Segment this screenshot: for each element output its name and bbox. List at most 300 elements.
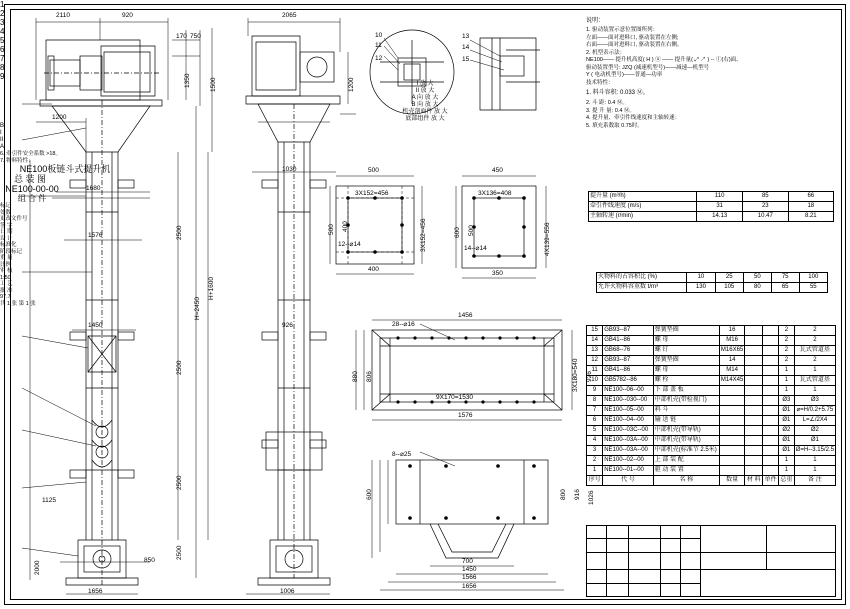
- bom-r2-c5: [763, 346, 779, 356]
- bom-r5-c5: [763, 376, 779, 386]
- title-block-row-4: [586, 538, 700, 539]
- bom-r7-c0: 8: [587, 396, 603, 406]
- bom-r13-c6: 1: [778, 456, 794, 466]
- dim-H2450: H=2450: [194, 297, 201, 320]
- bom-h3: 数量: [719, 476, 744, 486]
- bom-h1: 代 号: [603, 476, 654, 486]
- shell-dim-880: 880: [352, 371, 359, 382]
- shell-dim-28x16: 28--⌀16: [392, 321, 415, 328]
- bom-r1-c5: [763, 336, 779, 346]
- title-block-divider: [700, 525, 701, 597]
- bom-r6-c1: NE100--06--00: [603, 386, 654, 396]
- tb-standard: 标准化: [0, 242, 17, 248]
- note-line-6: 驱动装置型号: JZQ (减速机型号)——减速—机型号: [586, 64, 710, 71]
- table-row: [587, 336, 836, 346]
- dim-1576: 1576: [88, 232, 103, 239]
- speed-row-2-c2: 10.47: [742, 212, 788, 222]
- note-line-12: 4. 提升量、牵引件线速度和主轴转速：: [586, 115, 681, 121]
- bom-r13-c2: 上 部 装 配: [653, 456, 719, 466]
- notes-block: [586, 18, 836, 129]
- bom-header-row: [587, 476, 836, 486]
- drawing-title-sub: 总 装 图: [13, 174, 46, 184]
- bom-r1-c7: 2: [794, 336, 835, 346]
- shell-dim-9x170: 9X170=1530: [436, 394, 474, 401]
- bom-r9-c1: NE100--04--00: [603, 416, 654, 426]
- tb-weight: 重 量: [0, 255, 13, 261]
- title-block-v5: [660, 525, 661, 597]
- table-row: [587, 406, 836, 416]
- note-line-2: 左面——面对进料口, 驱动装置在左侧;: [586, 34, 679, 41]
- bom-r3-c1: GB93--87: [603, 356, 654, 366]
- shell-dim-1576: 1576: [458, 412, 473, 419]
- bom-r8-c4: [745, 406, 763, 416]
- bom-r6-c3: [719, 386, 744, 396]
- bom-r8-c1: NE100--05--00: [603, 406, 654, 416]
- bom-h4: 材 料: [745, 476, 763, 486]
- bom-r11-c3: [719, 436, 744, 446]
- detail-II-num-14: 14: [462, 44, 470, 51]
- bom-r2-c2: 螺 钉: [653, 346, 719, 356]
- note-line-13: 5. 填充系数取 0.75时。: [586, 122, 643, 129]
- bom-r4-c5: [763, 366, 779, 376]
- title-block-v6: [680, 525, 681, 597]
- dim-1656-a: 1656: [88, 588, 103, 595]
- view-label-shell: 机壳剖面件 放 大: [402, 109, 448, 115]
- bom-r9-c3: [719, 416, 744, 426]
- bom-r11-c7: Ø1: [794, 436, 835, 446]
- bom-r14-c6: 1: [778, 466, 794, 476]
- drawing-code: NE100-00-00: [5, 184, 59, 194]
- speed-row-1-c1: 31: [697, 202, 743, 212]
- bom-r14-c7: 1: [794, 466, 835, 476]
- bottom-dim-800: 800: [560, 489, 567, 500]
- shell-dim-1456: 1456: [458, 312, 473, 319]
- view-label-B: B 向 放 大: [411, 102, 439, 108]
- speed-row-0-c0: 提升量 (m³/h): [589, 192, 697, 202]
- detail-II-num-15: 15: [462, 56, 470, 63]
- bom-r8-c0: 7: [587, 406, 603, 416]
- bom-r12-c4: [745, 446, 763, 456]
- viewA-dim-400: 400: [342, 221, 349, 232]
- bom-r12-c3: [719, 446, 744, 456]
- shell-dim-806: 806: [366, 371, 373, 382]
- mat-row-1-c1: 130: [687, 283, 715, 293]
- tb-changefile: 更改文件号: [0, 216, 28, 222]
- bom-r10-c2: 中部机壳(带导轨): [653, 426, 719, 436]
- bom-r0-c0: 15: [587, 326, 603, 336]
- bom-r7-c5: [763, 396, 779, 406]
- bottom-dim-916: 916: [574, 489, 581, 500]
- table-row: [587, 426, 836, 436]
- viewB-dim-3x136: 3X136=408: [478, 190, 512, 197]
- notes-heading: 说明：: [586, 18, 605, 24]
- bom-r2-c3: M16X65: [719, 346, 744, 356]
- bom-r10-c0: 5: [587, 426, 603, 436]
- bom-r5-c0: 10: [587, 376, 603, 386]
- bom-r8-c7: ⌀=H/0.2+5.75: [794, 406, 835, 416]
- bottom-dim-8x25: 8--⌀25: [392, 451, 412, 458]
- bom-r13-c4: [745, 456, 763, 466]
- tb-sign: 签 字: [0, 222, 13, 229]
- bom-h2: 名 称: [653, 476, 719, 486]
- bom-r9-c2: 输 送 链: [653, 416, 719, 426]
- bom-r14-c2: 驱 动 装 置: [653, 466, 719, 476]
- bom-r2-c4: [745, 346, 763, 356]
- bom-r6-c5: [763, 386, 779, 396]
- tb-date: 日 期: [0, 229, 13, 235]
- table-row: [587, 386, 836, 396]
- balloon-9: 9: [0, 72, 5, 81]
- table-row: [589, 202, 834, 212]
- dim-920: 920: [122, 12, 133, 19]
- dim-2065: 2065: [282, 12, 297, 19]
- dim-1200-b: 1200: [348, 77, 355, 92]
- table-row: [587, 356, 836, 366]
- bom-r12-c5: [763, 446, 779, 456]
- bom-h7: 备 注: [794, 476, 835, 486]
- bom-r5-c3: M14X45: [719, 376, 744, 386]
- speed-row-2-c1: 14.13: [697, 212, 743, 222]
- balloon-7: 7: [0, 54, 5, 63]
- table-row: [587, 346, 836, 356]
- viewB-dim-600: 600: [454, 227, 461, 238]
- speed-row-1-c2: 23: [742, 202, 788, 212]
- bom-r12-c1: NE100--03A--00: [603, 446, 654, 456]
- dim-750: 750: [190, 33, 201, 40]
- bottom-dim-1026: 1026: [588, 490, 595, 505]
- mat-row-1-c3: 80: [743, 283, 771, 293]
- bom-r8-c3: [719, 406, 744, 416]
- shell-dim-3x180: 3X180=540: [572, 358, 579, 392]
- bom-r3-c5: [763, 356, 779, 366]
- bom-r11-c0: 4: [587, 436, 603, 446]
- dim-926-a: 926: [282, 322, 293, 329]
- title-block: [586, 525, 836, 597]
- bom-r4-c1: GB41--86: [603, 366, 654, 376]
- mat-row-1-c4: 65: [771, 283, 799, 293]
- balloon-2: 2: [0, 9, 5, 18]
- bom-r8-c2: 料 斗: [653, 406, 719, 416]
- bom-r8-c5: [763, 406, 779, 416]
- dim-1006: 1006: [280, 588, 295, 595]
- bom-r7-c4: [745, 396, 763, 406]
- title-block-divider-2: [766, 525, 767, 569]
- bom-r4-c4: [745, 366, 763, 376]
- dim-1350: 1350: [184, 73, 191, 88]
- speed-row-2-c0: 主轴转速 (r/min): [589, 212, 697, 222]
- bom-r12-c0: 3: [587, 446, 603, 456]
- bom-r9-c7: L=∠/2X4: [794, 416, 835, 426]
- view-label-I: I 放 大: [416, 81, 434, 87]
- bom-r4-c0: 11: [587, 366, 603, 376]
- note-line-7: Y ( 电动机型号)——普通—功率: [586, 72, 663, 78]
- bottom-dim-1566: 1566: [462, 574, 477, 581]
- bom-r7-c2: 中部机壳(带检视门): [653, 396, 719, 406]
- bom-r1-c1: GB41--86: [603, 336, 654, 346]
- notes-heading-tech: 1. 料斗容积: 0.033 Ⓜ。: [586, 90, 649, 96]
- bom-r12-c2: 中部机壳(标准节 2.5米): [653, 446, 719, 456]
- bom-r9-c0: 6: [587, 416, 603, 426]
- bom-r13-c5: [763, 456, 779, 466]
- tb-check: 审 核: [0, 268, 13, 274]
- bom-r14-c1: NE100--01--00: [603, 466, 654, 476]
- bom-r2-c0: 13: [587, 346, 603, 356]
- bom-r4-c7: 1: [794, 366, 835, 376]
- dim-2110: 2110: [56, 12, 70, 19]
- bom-r9-c4: [745, 416, 763, 426]
- tb-process: 工 艺: [0, 281, 13, 287]
- note-line-15: 7. 物料特性：: [0, 157, 34, 164]
- bom-r0-c3: 16: [719, 326, 744, 336]
- drawing-title-main: NE100板链斗式提升机: [19, 164, 111, 174]
- view-label-bottom: 底部组件 放 大: [405, 116, 445, 122]
- viewB-dim-450: 450: [492, 167, 503, 174]
- drawing-code-sub: 组 合 件: [17, 194, 47, 203]
- viewB-dim-holes: 14--⌀14: [464, 245, 487, 252]
- note-line-10: 2. 斗 距: 0.4 Ⓜ。: [586, 100, 628, 106]
- bom-r12-c6: Ø1: [778, 446, 794, 456]
- bom-r1-c6: 2: [778, 336, 794, 346]
- bom-r14-c4: [745, 466, 763, 476]
- bom-r8-c6: Ø1: [778, 406, 794, 416]
- title-block-row-1: [586, 552, 836, 553]
- title-block-v4: [628, 525, 629, 597]
- dim-H1600: H+1600: [208, 277, 215, 300]
- balloon-3: 3: [0, 18, 5, 27]
- bom-r2-c1: GB68--76: [603, 346, 654, 356]
- tb-approve: 批 准: [0, 287, 13, 294]
- bom-r6-c6: 1: [778, 386, 794, 396]
- note-line-8: 技术特性：: [586, 79, 614, 86]
- bom-r10-c3: [719, 426, 744, 436]
- bom-r14-c3: [719, 466, 744, 476]
- viewA-dim-500-left: 500: [328, 224, 335, 235]
- viewA-dim-holes: 12--⌀14: [338, 241, 361, 248]
- dim-170: 170: [176, 33, 187, 40]
- note-line-11: 3. 提 升 量: 0.4 Ⓜ。: [586, 107, 635, 114]
- bom-r0-c4: [745, 326, 763, 336]
- table-row: [597, 283, 828, 293]
- bom-r12-c7: Ø=H--3.15/2.5: [794, 446, 835, 456]
- bom-r3-c6: 2: [778, 356, 794, 366]
- bom-r10-c7: Ø2: [794, 426, 835, 436]
- dim-1125: 1125: [42, 497, 56, 504]
- table-row: [587, 416, 836, 426]
- mat-row-0-c1: 10: [687, 273, 715, 283]
- bom-r10-c6: Ø2: [778, 426, 794, 436]
- speed-row-0-c2: 85: [742, 192, 788, 202]
- bom-r14-c0: 1: [587, 466, 603, 476]
- section-mark-B: B: [0, 123, 5, 129]
- section-mark-I: I: [0, 130, 2, 136]
- tb-scale-value: 1:50: [0, 274, 11, 281]
- note-line-5: NE100—— 提升机高度( H ) ⓤ —— 提升量( ⤢ ↗ ) -- ⓛ(右)面、: [586, 57, 742, 63]
- table-row: [589, 212, 834, 222]
- bom-r0-c5: [763, 326, 779, 336]
- bom-r10-c1: NE100--03C--00: [603, 426, 654, 436]
- mat-row-1-c2: 105: [715, 283, 743, 293]
- bom-r5-c4: [745, 376, 763, 386]
- dim-2500-a: 2500: [176, 225, 183, 240]
- bom-r3-c4: [745, 356, 763, 366]
- bom-r11-c5: [763, 436, 779, 446]
- mat-row-0-c5: 100: [799, 273, 827, 283]
- table-row: [587, 456, 836, 466]
- speed-row-0-c1: 110: [697, 192, 743, 202]
- speed-table: [588, 191, 834, 222]
- detail-II-num-13: 13: [462, 33, 470, 40]
- viewB-dim-500: 500: [468, 225, 475, 236]
- title-block-row-3: [586, 583, 700, 584]
- table-row: [587, 446, 836, 456]
- bom-r9-c6: Ø1: [778, 416, 794, 426]
- table-row: [587, 376, 836, 386]
- view-label-II: II 放 大: [415, 88, 435, 94]
- bom-h6: 总重: [778, 476, 794, 486]
- note-line-1: 1. 驱动装置示意位置图所列：: [586, 27, 659, 33]
- bom-r13-c0: 2: [587, 456, 603, 466]
- bom-r6-c7: 1: [794, 386, 835, 396]
- mat-row-0-c2: 25: [715, 273, 743, 283]
- bottom-dim-600: 600: [366, 489, 373, 500]
- bom-r0-c2: 弹簧垫圈: [653, 326, 719, 336]
- bom-r7-c3: [719, 396, 744, 406]
- bom-r2-c7: 瓦式管道基: [794, 346, 835, 356]
- mat-row-0-c4: 75: [771, 273, 799, 283]
- bom-r7-c1: NE100--030--00: [603, 396, 654, 406]
- title-block-row-2: [586, 569, 836, 570]
- bom-r3-c0: 12: [587, 356, 603, 366]
- bom-h5: 单件: [763, 476, 779, 486]
- bom-r7-c6: Ø3: [778, 396, 794, 406]
- detail-I-num-12: 12: [375, 55, 383, 62]
- dim-1500: 1500: [210, 77, 217, 92]
- bom-r5-c7: 瓦式管道基: [794, 376, 835, 386]
- mat-row-1-c5: 55: [799, 283, 827, 293]
- viewA-dim-500-top: 500: [368, 167, 379, 174]
- dim-1200: 1200: [52, 114, 67, 121]
- section-mark-A: A: [0, 144, 5, 150]
- view-label-A: A 向 放 大: [411, 95, 439, 101]
- mat-row-0-c3: 50: [743, 273, 771, 283]
- bom-r11-c4: [745, 436, 763, 446]
- bom-r13-c7: 1: [794, 456, 835, 466]
- bom-r13-c3: [719, 456, 744, 466]
- detail-I-num-11: 11: [375, 42, 382, 49]
- bom-r11-c2: 中部机壳(带导轨): [653, 436, 719, 446]
- table-row: [589, 192, 834, 202]
- viewB-dim-350: 350: [492, 270, 503, 277]
- bom-h0: 序号: [587, 476, 603, 486]
- section-mark-II: II: [0, 137, 4, 143]
- viewA-dim-400-bot: 400: [368, 266, 379, 273]
- tb-scale-label: 比例: [0, 261, 12, 268]
- table-row: [587, 326, 836, 336]
- bom-r6-c4: [745, 386, 763, 396]
- bom-r11-c1: NE100--03A--00: [603, 436, 654, 446]
- tb-qty: 处数: [0, 209, 12, 216]
- bom-r9-c5: [763, 416, 779, 426]
- bom-r3-c7: 2: [794, 356, 835, 366]
- bom-r5-c6: 1: [778, 376, 794, 386]
- bom-r0-c1: GB93--87: [603, 326, 654, 336]
- bottom-dim-700: 700: [462, 558, 473, 565]
- bom-r0-c6: 2: [778, 326, 794, 336]
- bom-r10-c4: [745, 426, 763, 436]
- viewB-dim-4x139: 4X139=556: [544, 222, 551, 256]
- table-row: [587, 436, 836, 446]
- bom-table: [586, 325, 836, 486]
- dim-850: 850: [144, 557, 155, 564]
- table-row: [587, 396, 836, 406]
- balloon-6: 6: [0, 45, 5, 54]
- balloon-4: 4: [0, 27, 5, 36]
- tb-mark: 标记: [0, 203, 12, 209]
- bom-r6-c0: 9: [587, 386, 603, 396]
- dim-2500-c: 2500: [176, 475, 183, 490]
- bom-r3-c3: 14: [719, 356, 744, 366]
- bom-r3-c2: 弹簧垫圈: [653, 356, 719, 366]
- bom-r0-c7: 2: [794, 326, 835, 336]
- bottom-dim-1656: 1656: [462, 583, 477, 590]
- mat-row-1-c0: 允许火物料容重数 t/m³: [597, 283, 687, 293]
- bom-r4-c3: M14: [719, 366, 744, 376]
- note-line-3: 右面——面对进料口, 驱动装置在右侧。: [586, 42, 683, 48]
- bom-r7-c7: Ø3: [794, 396, 835, 406]
- balloon-5: 5: [0, 36, 5, 45]
- table-row: [587, 366, 836, 376]
- viewA-dim-3x152-top: 3X152=456: [355, 190, 389, 197]
- detail-I-num-10: 10: [375, 32, 383, 39]
- balloon-8: 8: [0, 63, 5, 72]
- note-line-14: 6. 牵引件安全系数 >18。: [0, 151, 61, 157]
- dim-1030: 1030: [282, 166, 297, 173]
- shell-dim-926: 926: [586, 371, 593, 382]
- tb-design: 设 计: [0, 235, 13, 242]
- bom-r6-c2: 下 部 盖 板: [653, 386, 719, 396]
- bom-r13-c1: NE100--02--00: [603, 456, 654, 466]
- bom-r5-c2: 螺 栓: [653, 376, 719, 386]
- bom-r10-c5: [763, 426, 779, 436]
- bom-r1-c3: M16: [719, 336, 744, 346]
- title-block-v3: [606, 525, 607, 597]
- dim-2500-b: 2500: [176, 360, 183, 375]
- speed-row-1-c0: 牵引件线速度 (m/s): [589, 202, 697, 212]
- speed-row-2-c3: 8.21: [788, 212, 833, 222]
- note-line-4: 2. 机型表示法：: [586, 49, 626, 56]
- balloon-1: 1: [0, 0, 5, 9]
- bom-r4-c6: 1: [778, 366, 794, 376]
- speed-row-1-c3: 18: [788, 202, 833, 212]
- viewA-dim-3x152-right: 3X152=456: [420, 218, 427, 252]
- bottom-dim-1450: 1450: [462, 566, 477, 573]
- bom-r1-c4: [745, 336, 763, 346]
- mat-row-0-c0: 火物料的占容积比 (%): [597, 273, 687, 283]
- speed-row-0-c3: 66: [788, 192, 833, 202]
- tb-stage: 阶段标记: [0, 248, 23, 255]
- tb-sheet: 共 1 张 第 1 张: [0, 300, 36, 307]
- dim-1450: 1450: [88, 322, 103, 329]
- bom-r1-c2: 螺 母: [653, 336, 719, 346]
- material-table: [596, 272, 828, 293]
- bom-r2-c6: 2: [778, 346, 794, 356]
- bom-r11-c6: Ø1: [778, 436, 794, 446]
- bom-r1-c0: 14: [587, 336, 603, 346]
- bom-r5-c1: GB5782--86: [603, 376, 654, 386]
- table-row: [587, 466, 836, 476]
- dim-2500-d: 2500: [176, 545, 183, 560]
- table-row: [597, 273, 828, 283]
